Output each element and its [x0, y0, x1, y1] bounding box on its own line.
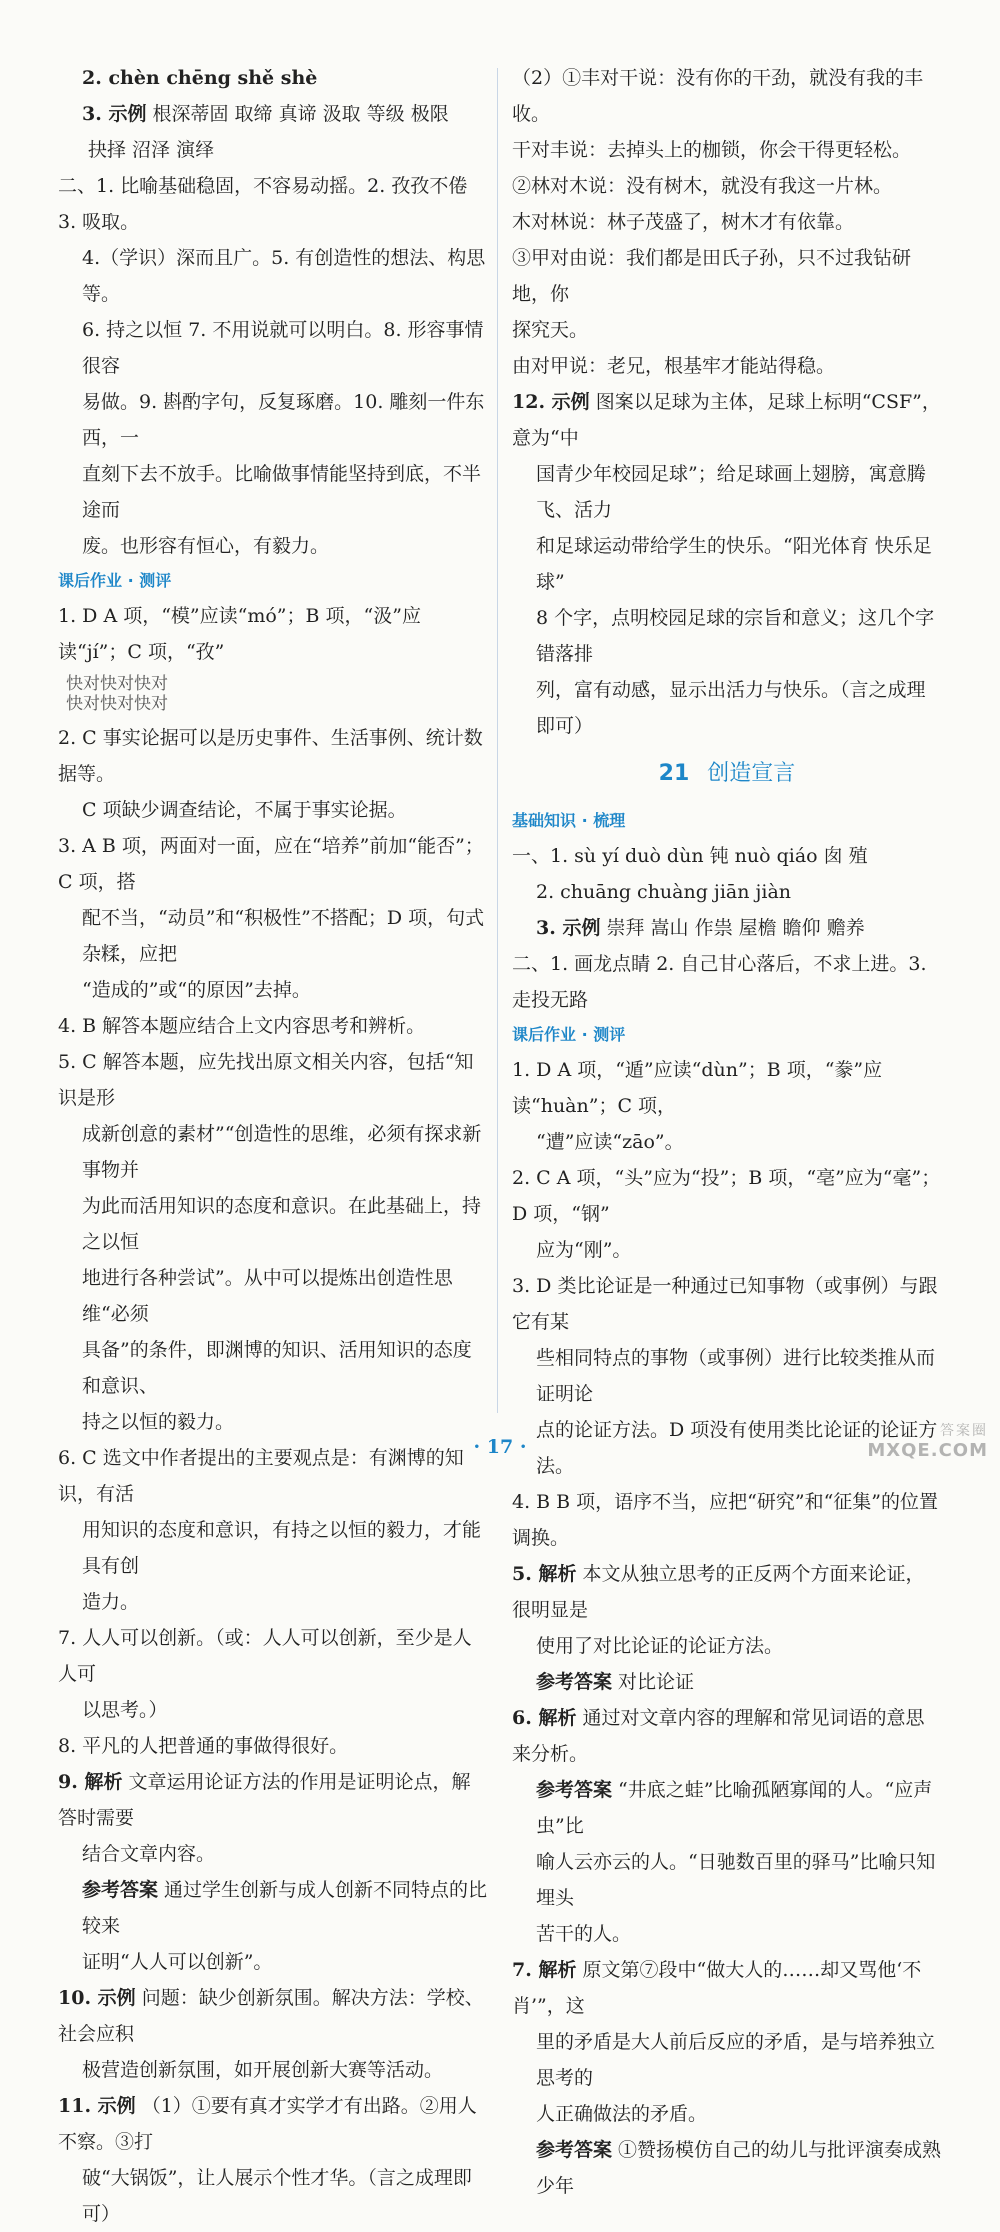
answer-line: 和足球运动带给学生的快乐。“阳光体育 快乐足球”: [536, 535, 932, 593]
text: 图案以足球为主体，足球上标明“CSF”，意为“中: [512, 391, 941, 449]
handwritten-line: 快对快对快对: [66, 674, 168, 694]
text: 对比论证: [612, 1671, 695, 1693]
label: 参考答案: [536, 1779, 613, 1801]
text: 通过对文章内容的理解和常见词语的意思来分析。: [512, 1707, 925, 1765]
answer-line: 2. chèn chēng shě shè: [82, 67, 318, 89]
answer-line: 废。也形容有恒心，有毅力。: [82, 535, 330, 557]
answer-line: 用知识的态度和意识，有持之以恒的毅力，才能具有创: [82, 1519, 482, 1577]
answer-line: 2. C 事实论据可以是历史事件、生活事例、统计数据等。: [58, 727, 483, 785]
answer-line: 干对丰说：去掉头上的枷锁，你会干得更轻松。: [512, 139, 912, 161]
answer-line: 具备”的条件，即渊博的知识、活用知识的态度和意识、: [82, 1339, 472, 1397]
lesson-number: 21: [658, 761, 690, 786]
text: 文章运用论证方法的作用是证明论点，解答时需要: [58, 1771, 471, 1829]
label: 参考答案: [536, 2139, 613, 2161]
answer-line: 6. 持之以恒 7. 不用说就可以明白。8. 形容事情很容: [82, 319, 484, 377]
label: 3. 示例: [536, 917, 601, 939]
answer-line: 2. chuāng chuàng jiān jiàn: [536, 881, 792, 903]
answer-line: 破“大锅饭”，让人展示个性才华。（言之成理即可）: [82, 2167, 472, 2225]
label: 10. 示例: [58, 1987, 136, 2009]
answer-line: ②林对木说：没有树木，就没有我这一片林。: [512, 175, 893, 197]
answer-line: 地进行各种尝试”。从中可以提炼出创造性思维“必须: [82, 1267, 453, 1325]
text: “井底之蛙”比喻孤陋寡闻的人。“应声虫”比: [536, 1779, 933, 1837]
text: 本文从独立思考的正反两个方面来论证，很明显是: [512, 1563, 925, 1621]
answer-line: 应为“刚”。: [536, 1239, 632, 1261]
label: 7. 解析: [512, 1959, 577, 1981]
answer-line: 苦干的人。: [536, 1923, 632, 1945]
section-heading: 基础知识 · 梳理: [512, 811, 626, 830]
answer-line: 1. D A 项，“遁”应读“dùn”；B 项，“豢”应读“huàn”；C 项，: [512, 1059, 883, 1117]
text: 问题：缺少创新氛围。解决方法：学校、社会应积: [58, 1987, 484, 2045]
answer-line: “遭”应读“zāo”。: [536, 1131, 684, 1153]
answer-line: 列，富有动感，显示出活力与快乐。（言之成理即可）: [536, 679, 926, 737]
left-column: [58, 60, 488, 2232]
answer-line: 1. D A 项，“模”应读“mó”；B 项，“汲”应读“jí”；C 项，“孜”: [58, 605, 421, 663]
label: 3. 示例: [82, 103, 147, 125]
answer-line: 以思考。）: [82, 1699, 168, 1721]
page-number: · 17 ·: [473, 1436, 527, 1458]
answer-line: 造力。: [82, 1591, 140, 1613]
answer-line: 国青少年校园足球”；给足球画上翅膀，寓意腾飞、活力: [536, 463, 926, 521]
answer-line: 8. 平凡的人把普通的事做得很好。: [58, 1735, 349, 1757]
answer-line: [512, 1664, 942, 1700]
watermark-logo: [858, 1420, 988, 1461]
section-heading: 课后作业 · 测评: [58, 571, 172, 590]
label: 参考答案: [82, 1879, 159, 1901]
answer-line: 些相同特点的事物（或事例）进行比较类推从而证明论: [536, 1347, 936, 1405]
text: 原文第⑦段中“做大人的……却又骂他‘不肖’”，这: [512, 1959, 922, 2017]
lesson-name: 创造宣言: [707, 761, 796, 786]
label: 9. 解析: [58, 1771, 123, 1793]
answer-line: 4.（学识）深而且广。5. 有创造性的想法、构思等。: [82, 247, 486, 305]
answer-line: [512, 1700, 942, 1772]
answer-line: 极营造创新氛围，如开展创新大赛等活动。: [82, 2059, 444, 2081]
answer-line: 木对林说：林子茂盛了，树木才有依靠。: [512, 211, 855, 233]
answer-line: ③甲对由说：我们都是田氏子孙，只不过我钻研地，你: [512, 247, 912, 305]
answer-line: 4. B 解答本题应结合上文内容思考和辨析。: [58, 1015, 426, 1037]
answer-line: [58, 1764, 488, 1836]
label: 11. 示例: [58, 2095, 136, 2117]
answer-line: [512, 1772, 942, 1844]
answer-line: 探究天。: [512, 319, 589, 341]
answer-line: [512, 1556, 942, 1628]
answer-line: [512, 2132, 942, 2204]
handwritten-line: 快对快对快对: [66, 694, 168, 714]
answer-line: “造成的”或“的原因”去掉。: [82, 979, 311, 1001]
text: （1）①要有真才实学才有出路。②用人不察。③打: [58, 2095, 477, 2153]
answer-line: 二、1. 比喻基础稳固，不容易动摇。2. 孜孜不倦 3. 吸取。: [58, 175, 468, 233]
answer-line: 人正确做法的矛盾。: [536, 2103, 708, 2125]
text: ①赞扬模仿自己的幼儿与批评演奏成熟少年: [536, 2139, 942, 2197]
answer-line: 3. A B 项，两面对一面，应在“培养”前加“能否”；C 项，搭: [58, 835, 484, 893]
label: 参考答案: [536, 1671, 613, 1693]
text: 通过学生创新与成人创新不同特点的比较来: [82, 1879, 488, 1937]
answer-line: 配不当，“动员”和“积极性”不搭配；D 项，句式杂糅，应把: [82, 907, 485, 965]
answer-line: 持之以恒的毅力。: [82, 1411, 235, 1433]
answer-line: [512, 1952, 942, 2024]
answer-line: 使用了对比论证的论证方法。: [536, 1635, 784, 1657]
answer-line: 易做。9. 斟酌字句，反复琢磨。10. 雕刻一件东西，一: [82, 391, 485, 449]
answer-line: 成新创意的素材”“创造性的思维，必须有探求新事物并: [82, 1123, 482, 1181]
answer-line: C 项缺少调查结论，不属于事实论据。: [82, 799, 407, 821]
section-heading: 课后作业 · 测评: [512, 1025, 626, 1044]
answer-line: [58, 1872, 488, 1944]
text: 崇拜 嵩山 作祟 屋檐 瞻仰 赡养: [600, 917, 865, 939]
answer-line: 结合文章内容。: [82, 1843, 216, 1865]
answer-line: 喻人云亦云的人。“日驰数百里的驿马”比喻只知埋头: [536, 1851, 936, 1909]
answer-line: 抉择 沼泽 演绎: [88, 139, 215, 161]
answer-line: 一、1. sù yí duò dùn 钝 nuò qiáo 囱 殖: [512, 845, 868, 867]
answer-line: 3. D 类比论证是一种通过已知事物（或事例）与跟它有某: [512, 1275, 938, 1333]
answer-line: 6. C 选文中作者提出的主要观点是：有渊博的知识，有活: [58, 1447, 464, 1505]
answer-line: 2. C A 项，“头”应为“投”；B 项，“亳”应为“毫”；D 项，“钢”: [512, 1167, 941, 1225]
watermark-bottom: MXQE.COM: [867, 1440, 988, 1461]
answer-line: 5. C 解答本题，应先找出原文相关内容，包括“知识是形: [58, 1051, 474, 1109]
answer-line: 4. B B 项，语序不当，应把“研究”和“征集”的位置调换。: [512, 1491, 939, 1549]
answer-line: 由对甲说：老兄，根基牢才能站得稳。: [512, 355, 836, 377]
answer-line: （2）①丰对干说：没有你的干劲，就没有我的丰收。: [512, 67, 924, 125]
watermark-top: 答案圈: [940, 1423, 988, 1439]
answer-line: 为此而活用知识的态度和意识。在此基础上，持之以恒: [82, 1195, 482, 1253]
label: 12. 示例: [512, 391, 590, 413]
answer-line: [58, 96, 488, 132]
answer-line: 里的矛盾是大人前后反应的矛盾，是与培养独立思考的: [536, 2031, 936, 2089]
label: 6. 解析: [512, 1707, 577, 1729]
answer-line: 7. 人人可以创新。（或：人人可以创新，至少是人人可: [58, 1627, 472, 1685]
answer-line: 二、1. 画龙点睛 2. 自己甘心落后，不求上进。3. 走投无路: [512, 953, 927, 1011]
answer-line: [512, 910, 942, 946]
answer-line: 点的论证方法。D 项没有使用类比论证的论证方法。: [536, 1419, 938, 1477]
lesson-title: [512, 744, 942, 804]
answer-line: 证明“人人可以创新”。: [82, 1951, 273, 1973]
answer-line: [512, 384, 942, 456]
answer-line: [58, 2088, 488, 2160]
right-column: [512, 60, 942, 2204]
label: 5. 解析: [512, 1563, 577, 1585]
answer-line: [58, 1980, 488, 2052]
answer-line: 8 个字，点明校园足球的宗旨和意义；这几个字错落排: [536, 607, 935, 665]
answer-line: 直刻下去不放手。比喻做事情能坚持到底，不半途而: [82, 463, 482, 521]
column-divider: [497, 68, 498, 1413]
text: 根深蒂固 取缔 真谛 汲取 等级 极限: [146, 103, 449, 125]
handwritten-note: [66, 674, 488, 714]
